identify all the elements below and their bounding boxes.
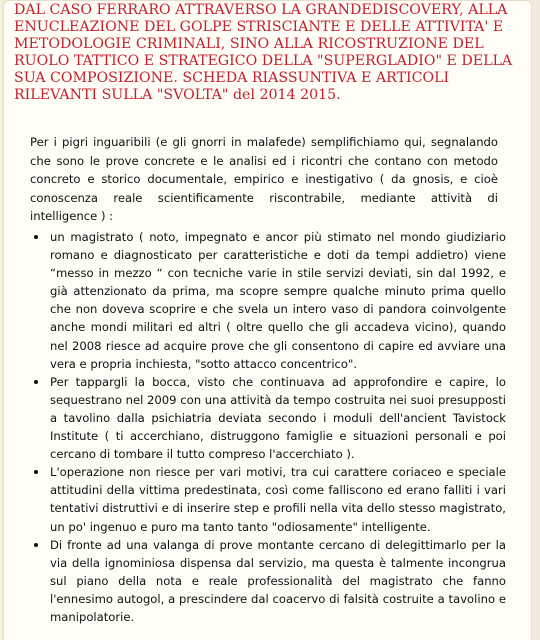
bullet-dot-icon [34,470,38,474]
intro-paragraph: Per i pigri inguaribili (e gli gnorri in malafede) semplifichiamo qui, segnalando che sono le prove concrete e le analisi ed i ricontri che contano con metodo concreto e storico documentale, empirico e inestigativo ( da gnosis, e cioè conoscenza reale scientificamente riscontrabile, mediante attività di intelligence ) : [30,135,498,224]
bullet-list [30,228,506,626]
list-item [30,373,506,463]
list-item [30,463,506,535]
page-scroll-edge [532,0,540,640]
list-item-text: Per tappargli la bocca, visto che continuava ad approfondire e capire, lo sequestrano nel 2009 con una attività da tempo costruita nei suoi presupposti a tavolino dalla psichiatria deviata secondo i moduli dell'ancient Tavistock Institute ( ti accerchiano, distruggono famiglie e situazioni personali e poi cercano di tombare il tutto compreso l'accerchiato ). [50,374,506,462]
list-item [30,536,506,626]
list-item [30,228,506,373]
list-item-text: un magistrato ( noto, impegnato e ancor più stimato nel mondo giudiziario romano e diagnosticato per caratteristiche e doti da tempi addietro) viene “messo in mezzo “ con tecniche varie in stile servizi deviati, sin dal 1992, e già attenzionato da prima, ma scopre sempre qualche minuto prima quello che non doveva scoprire e che svela un intero vaso di pandora coinvolgente anche mondi militari ed altri ( oltre quello che gli accadeva vicino), quando nel 2008 riesce ad acquire prove che gli consentono di capire ed avviare una vera e propria inchiesta, "sotto attacco concentrico". [50,230,506,371]
bullet-dot-icon [34,235,38,239]
bullet-dot-icon [34,543,38,547]
post-title [14,2,519,104]
list-item-text: L'operazione non riesce per vari motivi, tra cui carattere coriaceo e speciale attitudini della vittima predestinata, così come falliscono ed erano falliti i vari tentativi distruttivi e di inserire step e profili nella vita dello stesso magistrato, un po' ingenuo e puro ma tanto tanto "odiosamente" intelligente. [50,465,506,534]
post-title-main: DAL CASO FERRARO ATTRAVERSO LA GRANDEDISCOVERY, ALLA ENUCLEAZIONE DEL GOLPE STRISCIANTE E DELLE ATTIVITA' E METODOLOGIE CRIMINALI, SINO ALLA RICOSTRUZIONE DEL RUOLO TATTICO E STRATEGICO DELLA "SUPERGLADIO" E DELLA SUA COMPOSIZIONE. SCHEDA RIASSUNTIVA E ARTICOLI RILEVANTI SULLA "SVOLTA" [14,2,513,103]
bullet-dot-icon [34,380,38,384]
list-item-text: Di fronte ad una valanga di prove montante cercano di delegittimarlo per la via della ignominiosa dispensa dal servizio, ma questa è talmente incongrua sul piano della nota e reale professionalità del magistrato che fanno l'ennesimo autogol, a prescindere dal coacervo di falsità costruite a tavolino e manipolatorie. [50,537,506,624]
post-title-tail: del 2014 2015. [228,87,341,103]
